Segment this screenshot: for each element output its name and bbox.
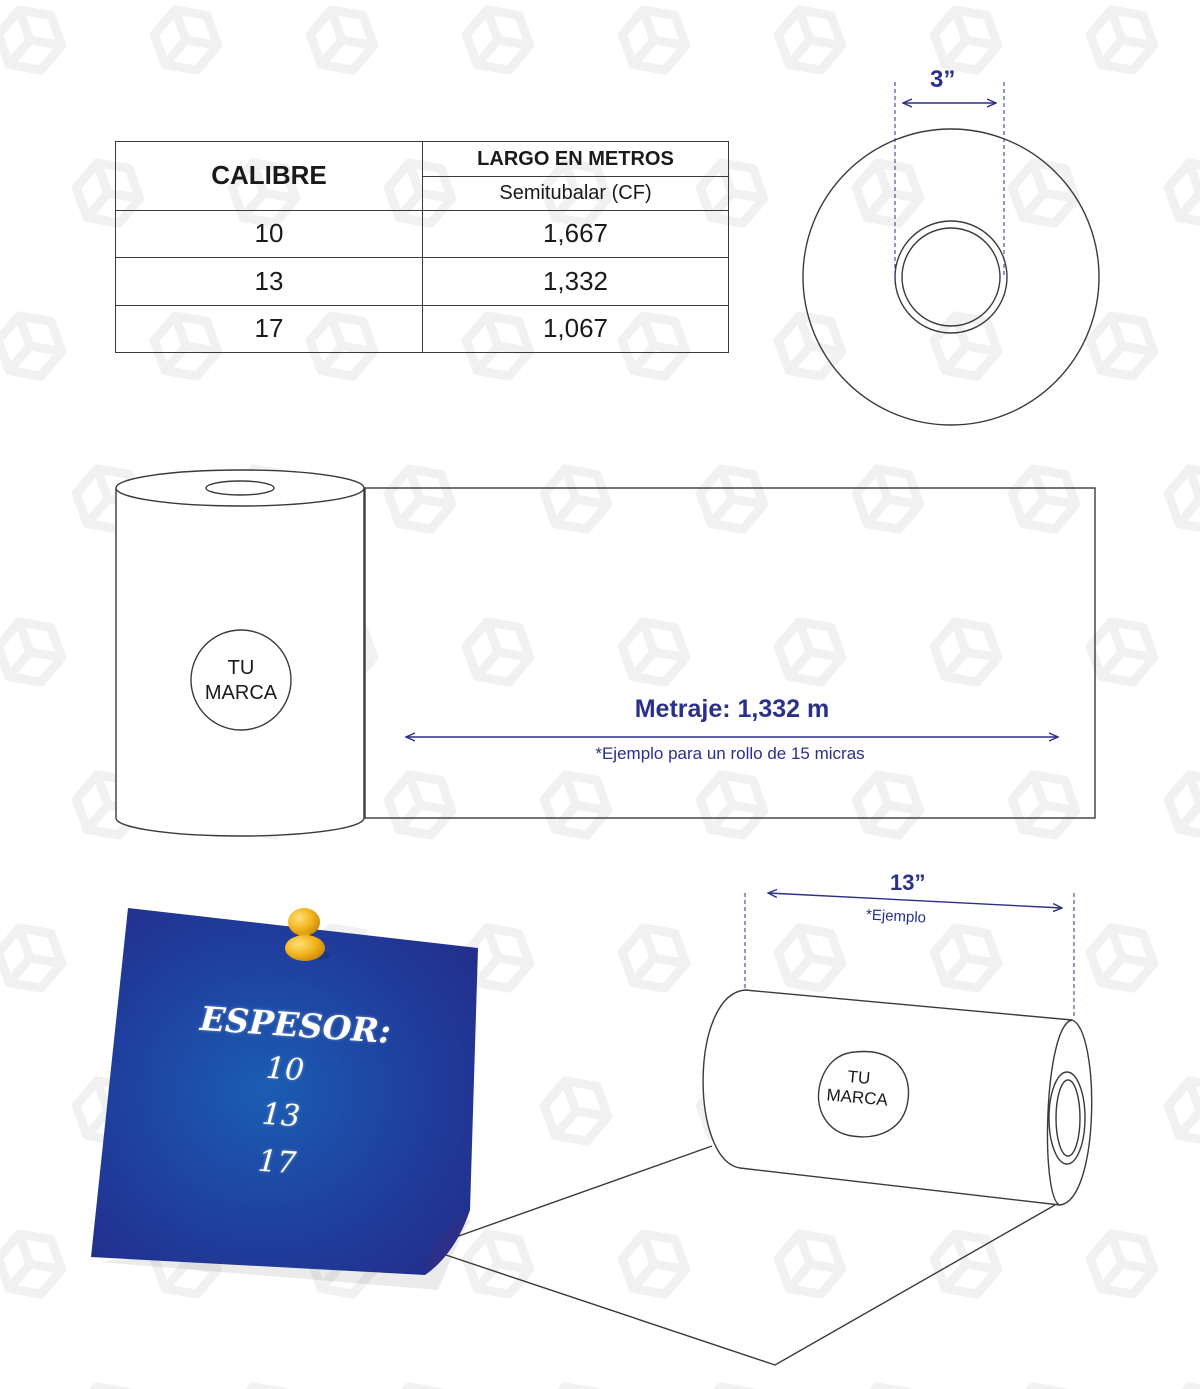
roll-cylinder xyxy=(703,990,1092,1205)
pin-head xyxy=(288,908,320,936)
pin-base xyxy=(285,935,325,961)
table-row xyxy=(116,258,729,305)
metraje-example-note: *Ejemplo para un rollo de 15 micras xyxy=(595,744,865,763)
roll-front-view xyxy=(116,470,1095,836)
brand-label-perspective xyxy=(816,1065,899,1112)
core-inner-circle xyxy=(902,228,1000,326)
brand-line-1: TU xyxy=(227,657,255,679)
width-example-note: *Ejemplo xyxy=(865,906,927,927)
header-calibre: CALIBRE xyxy=(116,142,423,211)
roll-outer-circle xyxy=(803,129,1099,425)
brand-line-2: MARCA xyxy=(204,682,278,704)
table-row xyxy=(116,305,729,352)
brand-line-2: MARCA xyxy=(825,1085,889,1110)
note-value: 10 xyxy=(264,1050,306,1089)
metraje-label: Metraje: 1,332 m xyxy=(634,695,830,723)
width-label: 13” xyxy=(890,870,926,895)
note-value: 17 xyxy=(256,1143,298,1182)
cell-largo: 1,667 xyxy=(423,210,729,257)
spec-table xyxy=(115,141,729,353)
header-semitubalar: Semitubalar (CF) xyxy=(423,177,729,210)
roll-end-view xyxy=(803,82,1099,425)
cell-calibre: 10 xyxy=(116,210,423,257)
header-largo: LARGO EN METROS xyxy=(423,142,729,177)
brand-line-1: TU xyxy=(846,1067,872,1088)
cell-calibre: 13 xyxy=(116,258,423,305)
cell-largo: 1,067 xyxy=(423,305,729,352)
note-title: ESPESOR: xyxy=(198,998,393,1052)
core-diameter-label: 3” xyxy=(930,66,956,93)
core-outer-circle xyxy=(895,221,1007,333)
table-header-row xyxy=(116,142,729,177)
unrolled-sheet xyxy=(365,488,1095,818)
cell-calibre: 17 xyxy=(116,305,423,352)
cell-largo: 1,332 xyxy=(423,258,729,305)
roll-top-ellipse xyxy=(116,470,364,506)
brand-label-front xyxy=(195,656,287,706)
table-row xyxy=(116,210,729,257)
note-value: 13 xyxy=(260,1096,302,1135)
note-paper xyxy=(91,908,478,1275)
roll-perspective-view xyxy=(425,893,1092,1365)
